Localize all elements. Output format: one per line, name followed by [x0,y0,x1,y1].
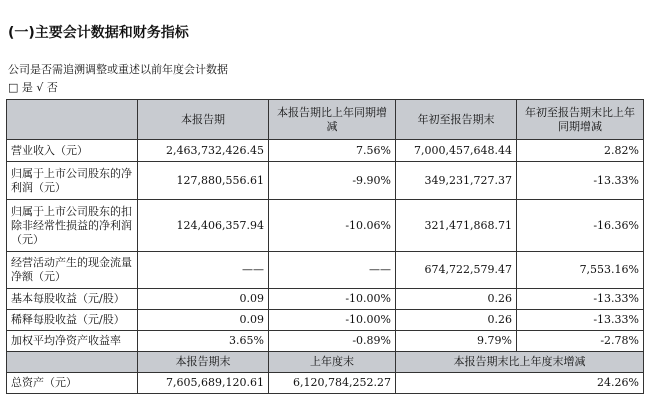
cell-value: 7,605,689,120.61 [138,373,269,394]
cell-value: -10.00% [269,310,396,331]
row-label: 稀释每股收益（元/股） [7,310,138,331]
table-row [7,162,644,200]
table-row [7,200,644,252]
cell-value: 7,000,457,648.44 [396,140,517,162]
cell-value: -13.33% [517,310,644,331]
cell-value: 0.26 [396,289,517,310]
row-label: 总资产（元） [7,373,138,394]
cell-value: -10.00% [269,289,396,310]
header-cell [7,352,138,373]
table-row [7,310,644,331]
cell-value: —— [138,252,269,289]
cell-value: 7.56% [269,140,396,162]
header-cell: 上年度末 [269,352,396,373]
cell-value: 674,722,579.47 [396,252,517,289]
table-header-row [7,352,644,373]
cell-value: 127,880,556.61 [138,162,269,200]
cell-value: 321,471,868.71 [396,200,517,252]
cell-value: 349,231,727.37 [396,162,517,200]
header-cell [7,100,138,140]
cell-value: -2.78% [517,331,644,352]
cell-value: 124,406,357.94 [138,200,269,252]
row-label: 归属于上市公司股东的扣除非经常性损益的净利润（元） [7,200,138,252]
cell-value: -9.90% [269,162,396,200]
table-row [7,373,644,394]
row-label: 归属于上市公司股东的净利润（元） [7,162,138,200]
section-title: (一)主要会计数据和财务指标 [8,25,189,41]
cell-value: 0.26 [396,310,517,331]
row-label: 营业收入（元） [7,140,138,162]
table-row [7,252,644,289]
cell-value: 9.79% [396,331,517,352]
table-row [7,140,644,162]
cell-value: 7,553.16% [517,252,644,289]
header-cell: 本报告期比上年同期增减 [269,100,396,140]
cell-value: 0.09 [138,289,269,310]
row-label: 基本每股收益（元/股） [7,289,138,310]
cell-value: -13.33% [517,289,644,310]
cell-value: -13.33% [517,162,644,200]
row-label: 加权平均净资产收益率 [7,331,138,352]
cell-value: -16.36% [517,200,644,252]
cell-value: -0.89% [269,331,396,352]
financial-indicators-table [6,99,644,394]
header-cell: 年初至报告期末比上年同期增减 [517,100,644,140]
header-cell: 年初至报告期末 [396,100,517,140]
header-cell: 本报告期 [138,100,269,140]
cell-value: 0.09 [138,310,269,331]
table-header-row [7,100,644,140]
table-row [7,289,644,310]
table-row [7,331,644,352]
cell-value: 24.26% [396,373,644,394]
cell-value: 2.82% [517,140,644,162]
header-cell: 本报告期末 [138,352,269,373]
cell-value: -10.06% [269,200,396,252]
cell-value: 6,120,784,252.27 [269,373,396,394]
cell-value: 3.65% [138,331,269,352]
restate-question: 公司是否需追溯调整或重述以前年度会计数据 [8,63,228,76]
row-label: 经营活动产生的现金流量净额（元） [7,252,138,289]
cell-value: 2,463,732,426.45 [138,140,269,162]
cell-value: —— [269,252,396,289]
header-cell: 本报告期末比上年度末增减 [396,352,644,373]
restate-answer: □ 是 √ 否 [8,81,58,94]
